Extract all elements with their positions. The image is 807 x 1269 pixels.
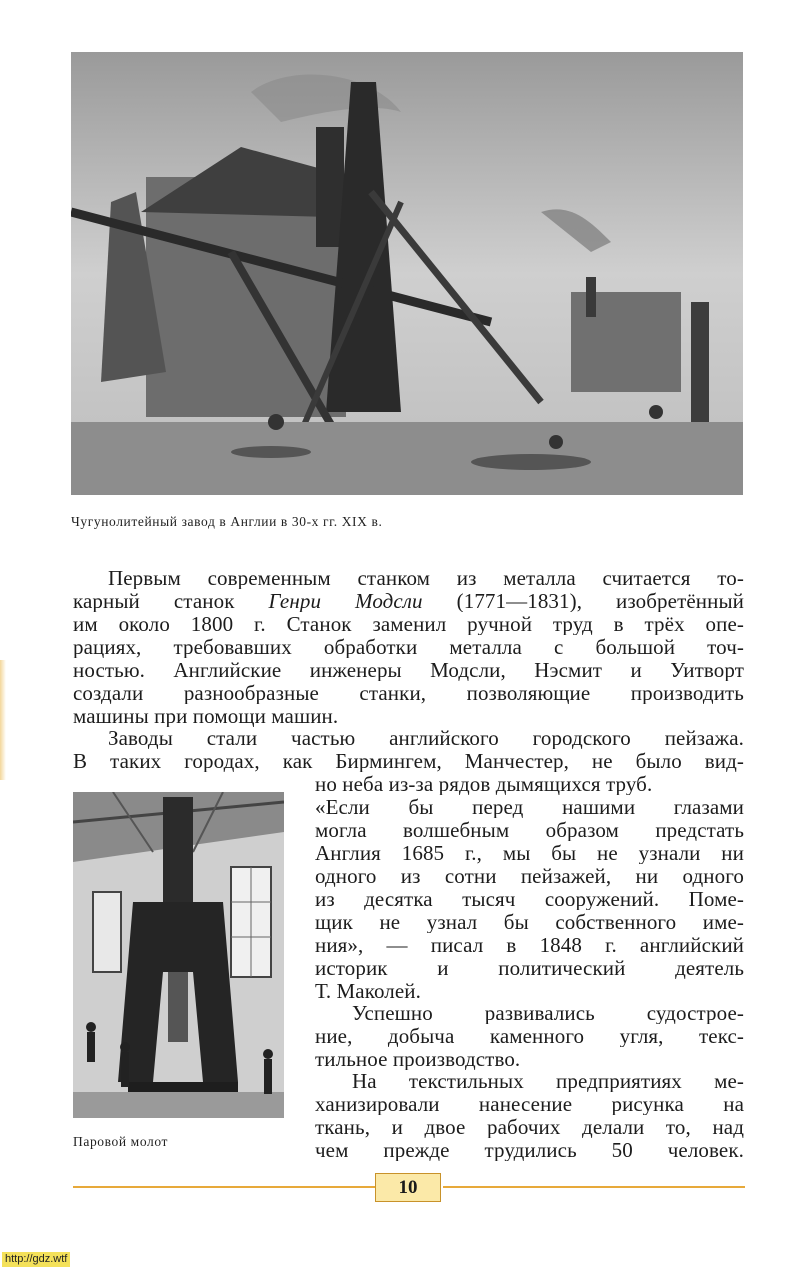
text-line: щик не узнал бы собственного име-: [315, 911, 744, 933]
text-line: Т. Маколей.: [315, 980, 421, 1002]
text-line: рациях, требовавших обработки металла с большой точ-: [73, 636, 744, 658]
text-line: создали разнообразные станки, позволяющие производить: [73, 682, 744, 704]
text-line: им около 1800 г. Станок заменил ручной труд в трёх опе-: [73, 613, 744, 635]
side-illustration-caption: Паровой молот: [73, 1134, 168, 1149]
text-line: историк и политический деятель: [315, 957, 744, 979]
text-line: «Если бы перед нашими глазами: [315, 796, 744, 818]
text-line: ткань, и двое рабочих делали то, над: [315, 1116, 744, 1138]
text-line: Первым современным станком из металла считается то-: [108, 567, 744, 589]
text-line: Заводы стали частью английского городского пейзажа.: [108, 727, 744, 749]
text-line: ния», — писал в 1848 г. английский: [315, 934, 744, 956]
steam-hammer-image: [73, 792, 284, 1118]
top-illustration-caption: Чугунолитейный завод в Англии в 30-х гг. XIX в.: [71, 514, 383, 529]
page-number: 10: [375, 1173, 441, 1202]
text-line: машины при помощи машин.: [73, 705, 339, 727]
text-line: но неба из-за рядов дымящихся труб.: [315, 773, 653, 795]
text-line: чем прежде трудились 50 человек.: [315, 1139, 744, 1161]
text-line: из десятка тысяч сооружений. Поме-: [315, 888, 744, 910]
edge-tint: [0, 660, 6, 780]
text-line: одного из сотни пейзажей, ни одного: [315, 865, 744, 887]
text-line: ние, добыча каменного угля, текс-: [315, 1025, 744, 1047]
factory-engraving-icon: [71, 52, 743, 495]
text-fragment: карный станок: [73, 590, 269, 612]
text-line: тильное производство.: [315, 1048, 521, 1070]
text-line: [73, 590, 744, 612]
steam-hammer-icon: [73, 792, 284, 1118]
footer-rule-right: [443, 1186, 745, 1188]
watermark-link[interactable]: http://gdz.wtf: [2, 1252, 70, 1267]
text-line: На текстильных предприятиях ме-: [352, 1070, 744, 1092]
factory-engraving-image: [71, 52, 743, 495]
text-line: Успешно развивались судострое-: [352, 1002, 744, 1024]
footer-rule-left: [73, 1186, 375, 1188]
text-line: Англия 1685 г., мы бы не узнали ни: [315, 842, 744, 864]
text-line: могла волшебным образом предстать: [315, 819, 744, 841]
text-line: ностью. Английские инженеры Модсли, Нэсмит и Уитворт: [73, 659, 744, 681]
text-line: ханизировали нанесение рисунка на: [315, 1093, 744, 1115]
text-line: В таких городах, как Бирмингем, Манчестер, не было вид-: [73, 750, 744, 772]
text-fragment: (1771—1831), изобретённый: [422, 590, 744, 612]
person-name: Генри Модсли: [268, 590, 423, 612]
